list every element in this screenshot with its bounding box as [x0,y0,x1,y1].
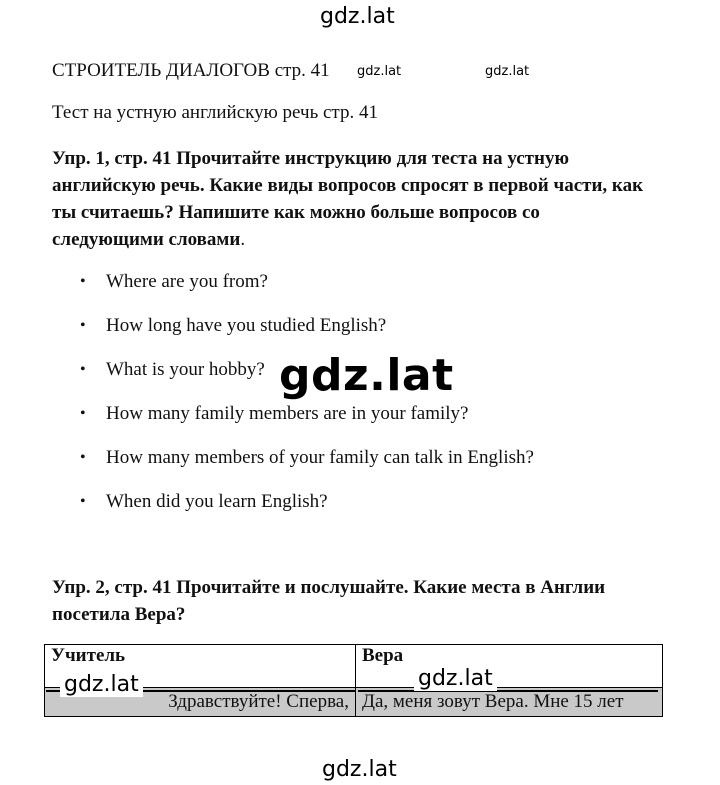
watermark-top: gdz.lat [320,4,395,29]
question-text: How long have you studied English? [106,315,387,336]
watermark-table-left: gdz.lat [60,672,143,697]
list-item [80,268,534,312]
task-1-tail: . [240,229,246,250]
watermark-big: gdz.lat [279,350,454,401]
vera-line: Да, меня зовут Вера. Мне 15 лет [356,688,663,717]
page-title: СТРОИТЕЛЬ ДИАЛОГОВ стр. 41 [52,60,330,81]
watermark-small-1: gdz.lat [357,64,402,79]
question-text: What is your hobby? [106,359,265,380]
bullet-icon: • [80,317,86,334]
task-2-heading: Упр. 2, стр. 41 Прочитайте и послушайте. Какие места в Англии посетила Вера? [52,577,606,625]
task-1 [52,145,652,253]
bullet-icon: • [80,361,86,378]
page-subtitle: Тест на устную английскую речь стр. 41 [52,102,378,123]
task-1-heading: Упр. 1, стр. 41 Прочитайте инструкцию для теста на устную английскую речь. Какие виды вопросов спросят в первой части, как ты считаешь? Напишите как можно больше вопросов со следующими словами [52,148,644,250]
list-item [80,488,534,532]
list-item [80,400,534,444]
bullet-icon: • [80,449,86,466]
watermark-table-right: gdz.lat [414,666,497,691]
question-text: How many family members are in your family? [106,403,469,424]
bullet-icon: • [80,273,86,290]
question-text: Where are you from? [106,271,268,292]
column-teacher: Учитель [45,645,356,688]
list-item [80,444,534,488]
question-text: How many members of your family can talk in English? [106,447,534,468]
bullet-icon: • [80,493,86,510]
teacher-line: Здравствуйте! Сперва, [45,688,356,717]
watermark-small-2: gdz.lat [485,64,530,79]
column-vera: Вера [356,645,663,688]
bullet-icon: • [80,405,86,422]
divider [358,690,658,692]
question-text: When did you learn English? [106,491,328,512]
watermark-bottom: gdz.lat [322,757,397,782]
